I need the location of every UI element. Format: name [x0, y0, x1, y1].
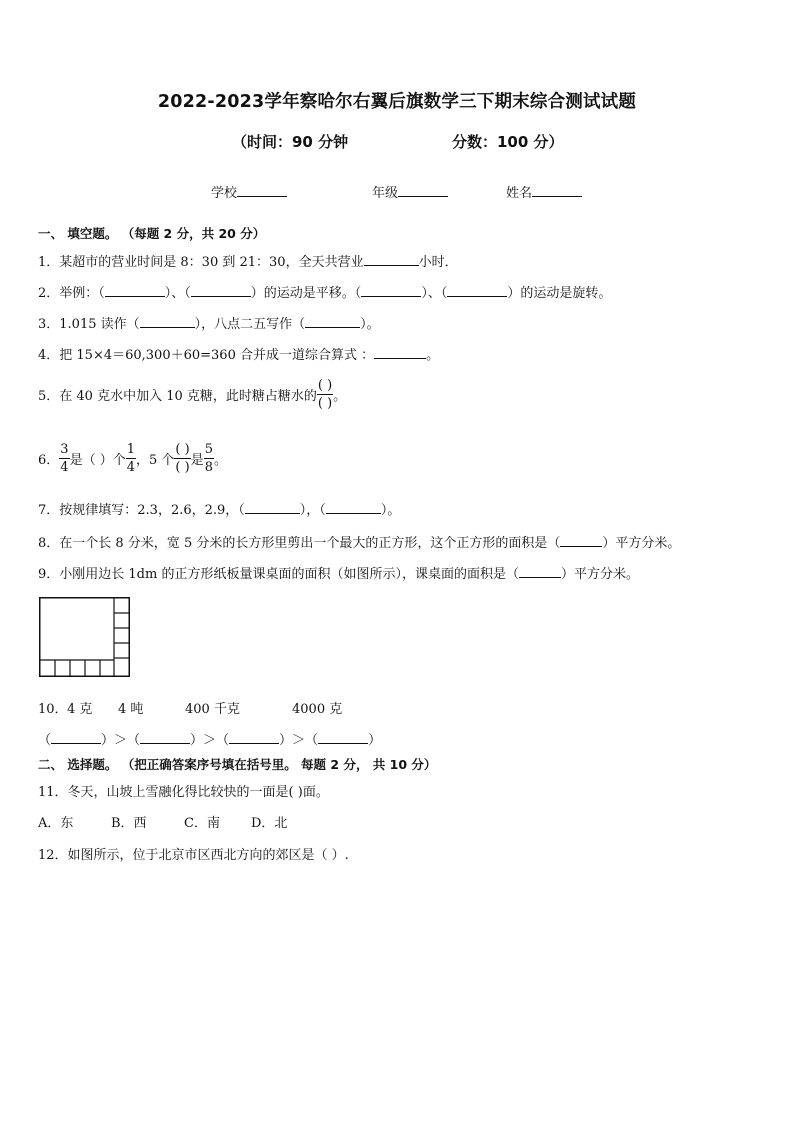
- school-field[interactable]: [211, 182, 287, 201]
- q10-order-p5: ）: [368, 733, 382, 748]
- q10-item-2: 4 吨: [118, 702, 144, 717]
- q2-text-b: ）、（: [164, 286, 191, 301]
- q4-text-a: 4．把 15×4＝60,300＋60=360 合并成一道综合算式 ：: [38, 348, 375, 363]
- q2-text-d: ）、（: [421, 286, 448, 301]
- q9-text-a: 9．小刚用边长 1dm 的正方形纸板量课桌面的面积（如图所示），课桌面的面积是（: [38, 567, 519, 582]
- q5-text-b: 。: [333, 389, 347, 404]
- desk-grid-figure: [39, 597, 130, 677]
- question-2: [38, 282, 611, 301]
- q10-order-p3: ）＞（: [190, 733, 230, 748]
- bottom-edge-squares: [40, 660, 114, 676]
- q3-text-c: ）。: [360, 317, 380, 332]
- q1-text-b: 小时．: [418, 255, 458, 270]
- exam-time: （时间：90 分钟: [232, 133, 349, 151]
- q6-label: 6．: [38, 453, 60, 468]
- q3-blank-1[interactable]: [140, 315, 195, 328]
- question-9: [38, 563, 639, 582]
- q11-option-b[interactable]: B．西: [111, 816, 147, 831]
- q4-blank[interactable]: [374, 346, 426, 359]
- question-8: [38, 532, 680, 551]
- q5-text-a: 5．在 40 克水中加入 10 克糖，此时糖占糖水的: [38, 389, 317, 404]
- q2-text-c: ）的运动是平移。（: [250, 286, 362, 301]
- school-label: 学校: [211, 186, 238, 201]
- q3-blank-2[interactable]: [305, 315, 360, 328]
- q10-blank-3[interactable]: [229, 731, 279, 744]
- q7-blank-1[interactable]: [245, 501, 300, 514]
- name-label: 姓名: [506, 186, 533, 201]
- q11-option-d[interactable]: D．北: [251, 816, 288, 831]
- q8-text-b: ）平方分米。: [602, 536, 681, 551]
- q10-blank-2[interactable]: [140, 731, 190, 744]
- question-10-order: [38, 729, 381, 748]
- q9-text-b: ）平方分米。: [560, 567, 639, 582]
- q2-text-e: ）的运动是旋转。: [507, 286, 612, 301]
- grade-blank[interactable]: [398, 184, 448, 197]
- section2-heading: 二、 选择题。 （把正确答案序号填在括号里。 每题 2 分， 共 10 分）: [38, 757, 437, 772]
- q4-text-b: 。: [426, 348, 440, 363]
- q2-blank-3[interactable]: [361, 284, 421, 297]
- q2-blank-1[interactable]: [105, 284, 165, 297]
- q9-blank[interactable]: [519, 565, 561, 578]
- q7-text-b: ），（: [299, 503, 326, 518]
- q5-fraction-denominator[interactable]: ( ): [317, 396, 333, 411]
- q6-fraction-blank-denominator[interactable]: ( ): [175, 460, 190, 475]
- q2-blank-2[interactable]: [191, 284, 251, 297]
- question-4: [38, 344, 439, 363]
- school-blank[interactable]: [237, 184, 287, 197]
- q3-text-b: ），八点二五写作（: [194, 317, 306, 332]
- q7-text-c: ）。: [380, 503, 401, 518]
- question-3: [38, 313, 380, 332]
- q10-order-p2: ）＞（: [101, 733, 141, 748]
- q2-text-a: 2．举例：（: [38, 286, 105, 301]
- exam-score: 分数：100 分）: [452, 133, 564, 151]
- question-11: 11．冬天，山坡上雪融化得比较快的一面是( )面。: [38, 785, 329, 800]
- q6-fraction-1-4-denominator: 4: [126, 460, 135, 475]
- question-1: [38, 251, 458, 270]
- q7-blank-2[interactable]: [326, 501, 381, 514]
- q10-blank-4[interactable]: [318, 731, 368, 744]
- question-5: [38, 377, 346, 412]
- q6-fraction-3-4: [59, 441, 69, 476]
- q6-fraction-1-4: [126, 441, 136, 476]
- question-12: 12．如图所示，位于北京市区西北方向的郊区是（ ）.: [38, 848, 349, 863]
- q5-fraction-numerator[interactable]: ( ): [317, 378, 333, 393]
- q6-fraction-5-8-denominator: 8: [204, 460, 213, 475]
- q6-fraction-5-8: [204, 441, 214, 476]
- q6-text-a: 是（ ）个: [69, 453, 126, 468]
- q3-text-a: 3．1.015 读作（: [38, 317, 140, 332]
- grade-field[interactable]: [372, 182, 448, 201]
- q10-blank-1[interactable]: [51, 731, 101, 744]
- q6-fraction-3-4-numerator: 3: [60, 442, 69, 457]
- q11-option-a[interactable]: A．东: [38, 816, 74, 831]
- q6-text-b: ，5 个: [135, 453, 175, 468]
- q6-fraction-blank[interactable]: [174, 441, 190, 476]
- q6-text-d: 。: [213, 453, 227, 468]
- q5-fraction-blank[interactable]: [317, 377, 333, 412]
- question-10-label: 10．: [38, 702, 68, 717]
- q6-fraction-1-4-numerator: 1: [126, 442, 135, 457]
- q10-item-3: 400 千克: [185, 702, 240, 717]
- q6-fraction-blank-numerator[interactable]: ( ): [175, 442, 190, 457]
- q10-order-p1: （: [38, 733, 52, 748]
- page-title: 2022-2023学年察哈尔右翼后旗数学三下期末综合测试试题: [157, 92, 637, 112]
- q11-option-c[interactable]: C．南: [184, 816, 220, 831]
- section1-heading: 一、 填空题。 （每题 2 分，共 20 分）: [38, 226, 266, 241]
- right-edge-squares: [114, 598, 129, 677]
- q8-blank[interactable]: [560, 534, 602, 547]
- q8-text-a: 8．在一个长 8 分米，宽 5 分米的长方形里剪出一个最大的正方形，这个正方形的面积是（: [38, 536, 561, 551]
- q6-fraction-3-4-denominator: 4: [60, 460, 69, 475]
- q7-text-a: 7．按规律填写：2.3，2.6，2.9，（: [38, 503, 245, 518]
- question-6: [38, 441, 227, 476]
- name-blank[interactable]: [532, 184, 582, 197]
- q6-text-c: 是: [190, 453, 204, 468]
- name-field[interactable]: [506, 182, 582, 201]
- question-7: [38, 499, 400, 518]
- q6-fraction-5-8-numerator: 5: [204, 442, 213, 457]
- grade-label: 年级: [372, 186, 399, 201]
- q10-item-4: 4000 克: [292, 702, 343, 717]
- q1-text-a: 1．某超市的营业时间是 8：30 到 21：30，全天共营业: [38, 255, 364, 270]
- q1-answer-blank[interactable]: [364, 253, 419, 266]
- q2-blank-4[interactable]: [447, 284, 507, 297]
- q10-item-1: 4 克: [67, 702, 93, 717]
- q10-order-p4: ）＞（: [279, 733, 319, 748]
